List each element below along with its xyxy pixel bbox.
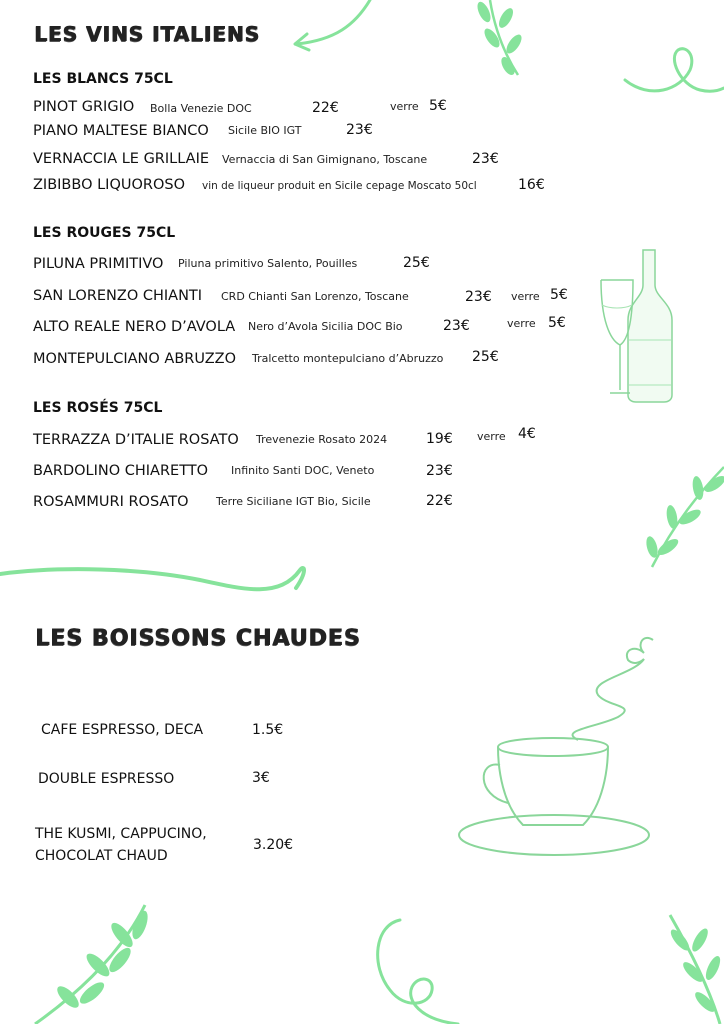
verre-label: verre	[477, 430, 506, 443]
wine-desc: Infinito Santi DOC, Veneto	[231, 464, 375, 477]
wine-name: PINOT GRIGIO	[33, 99, 135, 115]
arrow-doodle-icon	[285, 0, 385, 60]
verre-price: 5€	[429, 98, 447, 114]
wine-name: ZIBIBBO LIQUOROSO	[33, 177, 185, 193]
wine-desc: CRD Chianti San Lorenzo, Toscane	[221, 290, 409, 303]
hot-drink-price: 1.5€	[252, 722, 284, 738]
wine-price: 23€	[465, 289, 492, 305]
wine-name: ALTO REALE NERO D’AVOLA	[33, 319, 236, 335]
wine-name: SAN LORENZO CHIANTI	[33, 288, 203, 304]
rouges-heading: LES ROUGES 75CL	[33, 225, 176, 241]
wine-price: 22€	[426, 493, 453, 509]
wine-bottle-glass-icon	[598, 245, 678, 405]
verre-label: verre	[507, 317, 536, 330]
hot-drink-name: DOUBLE ESPRESSO	[38, 771, 175, 787]
wine-name: PIANO MALTESE BIANCO	[33, 123, 209, 139]
blancs-heading: LES BLANCS 75CL	[33, 71, 173, 87]
wine-price: 23€	[346, 122, 373, 138]
verre-price: 4€	[518, 426, 536, 442]
wine-desc: Vernaccia di San Gimignano, Toscane	[222, 153, 428, 166]
wine-name: BARDOLINO CHIARETTO	[33, 463, 209, 479]
wine-price: 19€	[426, 431, 453, 447]
wine-name: MONTEPULCIANO ABRUZZO	[33, 351, 236, 367]
wine-price: 23€	[426, 463, 453, 479]
hot-drink-name: CAFE ESPRESSO, DECA	[41, 722, 204, 738]
hot-drink-name-line2: CHOCOLAT CHAUD	[35, 848, 168, 864]
verre-label: verre	[511, 290, 540, 303]
coffee-cup-icon	[458, 635, 658, 860]
wine-name: VERNACCIA LE GRILLAIE	[33, 151, 210, 167]
wine-name: ROSAMMURI ROSATO	[33, 494, 189, 510]
wine-price: 22€	[312, 100, 339, 116]
leaf-branch-icon	[640, 462, 724, 572]
hot-drinks-title: LES BOISSONS CHAUDES	[35, 626, 361, 651]
wine-desc: Tralcetto montepulciano d’Abruzzo	[252, 352, 444, 365]
hot-drink-name-line1: THE KUSMI, CAPPUCINO,	[35, 826, 207, 842]
wine-desc: vin de liqueur produit en Sicile cepage Moscato 50cl	[202, 180, 477, 192]
wave-line-icon	[0, 560, 310, 610]
wines-title: LES VINS ITALIENS	[34, 22, 260, 46]
roses-heading: LES ROSÉS 75CL	[33, 400, 163, 416]
hot-drink-price: 3€	[252, 770, 270, 786]
wine-name: TERRAZZA D’ITALIE ROSATO	[33, 432, 239, 448]
verre-price: 5€	[550, 287, 568, 303]
leaf-branch-icon	[30, 905, 160, 1024]
wine-desc: Bolla Venezie DOC	[150, 102, 252, 115]
wine-desc: Nero d’Avola Sicilia DOC Bio	[248, 320, 403, 333]
hot-drink-price: 3.20€	[253, 837, 294, 853]
verre-price: 5€	[548, 315, 566, 331]
wine-price: 23€	[472, 151, 499, 167]
verre-label: verre	[390, 100, 419, 113]
wine-price: 23€	[443, 318, 470, 334]
wine-name: PILUNA PRIMITIVO	[33, 256, 164, 272]
swirl-icon	[370, 915, 460, 1024]
wine-desc: Piluna primitivo Salento, Pouilles	[178, 257, 358, 270]
wine-price: 25€	[472, 349, 499, 365]
leaf-branch-icon	[665, 910, 724, 1024]
wine-desc: Terre Siciliane IGT Bio, Sicile	[216, 495, 371, 508]
swirl-icon	[620, 40, 724, 100]
wine-desc: Sicile BIO IGT	[228, 124, 302, 137]
wine-price: 16€	[518, 177, 545, 193]
wine-price: 25€	[403, 255, 430, 271]
leaf-branch-icon	[470, 0, 530, 80]
wine-desc: Trevenezie Rosato 2024	[256, 433, 388, 446]
